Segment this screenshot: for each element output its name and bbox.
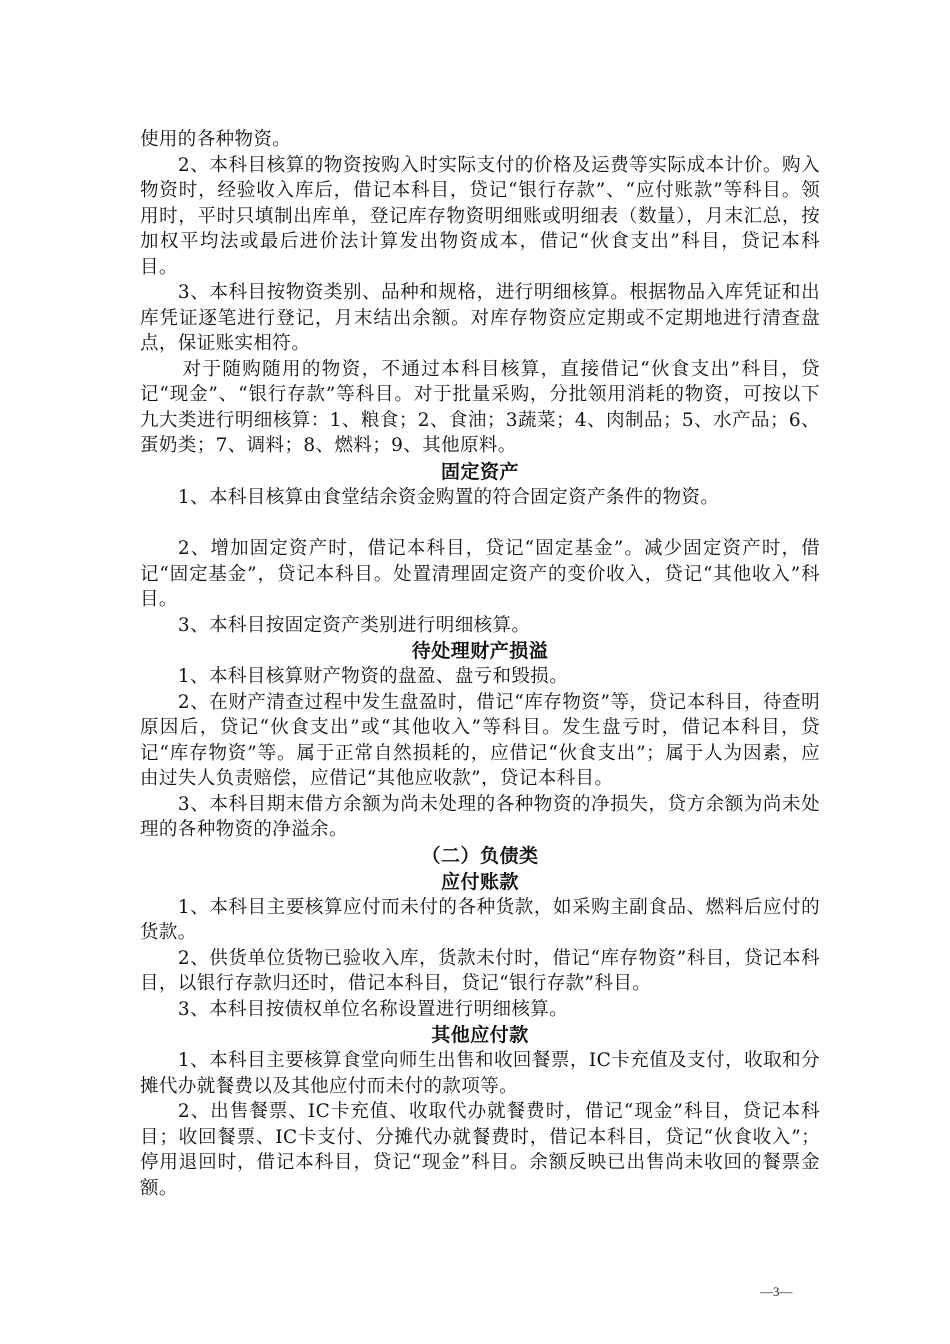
paragraph: 3、本科目期末借方余额为尚未处理的各种物资的净损失，贷方余额为尚未处理的各种物资的净溢余。 [140, 793, 820, 840]
paragraph: 对于随购随用的物资，不通过本科目核算，直接借记“伙食支出”科目，贷记“现金”、“银行存款”等科目。对于批量采购，分批领用消耗的物资，可按以下九大类进行明细核算：1、粮食；2、食油；3蔬菜；4、肉制品；5、水产品；6、蛋奶类；7、调料；8、燃料；9、其他原料。 [140, 358, 820, 456]
page-number: —3— [760, 1284, 793, 1299]
paragraph: 1、本科目主要核算应付而未付的各种货款，如采购主副食品、燃料后应付的货款。 [140, 896, 820, 943]
paragraph: 2、增加固定资产时，借记本科目，贷记“固定基金”。减少固定资产时，借记“固定基金”，贷记本科目。处置清理固定资产的变价收入，贷记“其他收入”科目。 [140, 538, 820, 610]
paragraph: 1、本科目核算财产物资的盘盈、盘亏和毁损。 [177, 666, 569, 687]
section-heading-payable: 应付账款 [440, 870, 519, 893]
paragraph: 3、本科目按物资类别、品种和规格，进行明细核算。根据物品入库凭证和出库凭证逐笔进行登记，月末结出余额。对库存物资应定期或不定期地进行清查盘点，保证账实相符。 [140, 282, 820, 354]
section-heading-other-payable: 其他应付款 [431, 1024, 529, 1046]
section-heading-pending: 待处理财产损溢 [411, 640, 549, 662]
paragraph: 2、本科目核算的物资按购入时实际支付的价格及运费等实际成本计价。购入物资时，经验收入库后，借记本科目，贷记“银行存款”、“应付账款”等科目。领用时，平时只填制出库单，登记库存物资明细账或明细表（数量），月末汇总，按加权平均法或最后进价法计算发出物资成本，借记“伙食支出”科目，贷记本科目。 [140, 154, 820, 278]
paragraph: 2、出售餐票、IC卡充值、收取代办就餐费时，借记“现金”科目，贷记本科目；收回餐票、IC卡支付、分摊代办就餐费时，借记本科目，贷记“伙食收入”；停用退回时，借记本科目，贷记“现金”科目。余额反映已出售尚未收回的餐票金额。 [140, 1101, 820, 1199]
section-heading-fixed-assets: 固定资产 [440, 460, 519, 483]
paragraph: 1、本科目核算由食堂结余资金购置的符合固定资产条件的物资。 [177, 486, 720, 508]
paragraph: 3、本科目按固定资产类别进行明细核算。 [177, 614, 531, 636]
paragraph: 3、本科目按债权单位名称设置进行明细核算。 [177, 998, 569, 1020]
section-heading-liabilities: （二）负债类 [421, 844, 539, 867]
document-body [140, 127, 820, 1201]
paragraph: 2、供货单位货物已验收入库，货款未付时，借记“库存物资”科目，贷记本科目，以银行存款归还时，借记本科目，贷记“银行存款”科目。 [140, 947, 820, 994]
paragraph: 2、在财产清查过程中发生盘盈时，借记“库存物资”等，贷记本科目，待查明原因后，贷记“伙食支出”或“其他收入”等科目。发生盘亏时，借记本科目，贷记“库存物资”等。属于正常自然损耗的，应借记“伙食支出”；属于人为因素，应由过失人负责赔偿，应借记“其他应收款”，贷记本科目。 [140, 691, 820, 789]
paragraph: 使用的各种物资。 [140, 129, 292, 150]
paragraph: 1、本科目主要核算食堂向师生出售和收回餐票，IC卡充值及支付，收取和分摊代办就餐费以及其他应付而未付的款项等。 [140, 1050, 820, 1097]
